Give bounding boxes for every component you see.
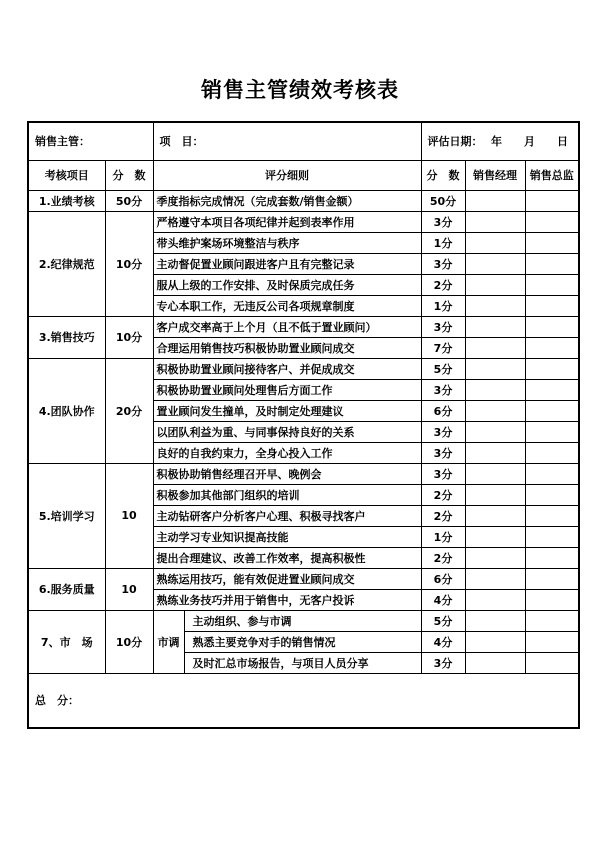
criteria-text: 主动学习专业知识提高技能: [153, 526, 421, 547]
director-score-cell[interactable]: [525, 526, 579, 547]
criteria-score: 2分: [421, 274, 465, 295]
section-score: 10分: [105, 316, 153, 358]
criteria-score: 3分: [421, 211, 465, 232]
section-name: 1.业绩考核: [28, 190, 105, 211]
criteria-score: 6分: [421, 568, 465, 589]
manager-score-cell[interactable]: [465, 484, 525, 505]
director-score-cell[interactable]: [525, 190, 579, 211]
director-score-cell[interactable]: [525, 232, 579, 253]
manager-score-cell[interactable]: [465, 274, 525, 295]
director-score-cell[interactable]: [525, 253, 579, 274]
director-score-cell[interactable]: [525, 652, 579, 673]
criteria-text: 主动钻研客户分析客户心理、积极寻找客户: [153, 505, 421, 526]
criteria-score: 2分: [421, 505, 465, 526]
table-row: [28, 610, 579, 631]
section-score: 10: [105, 568, 153, 610]
director-score-cell[interactable]: [525, 589, 579, 610]
column-header-criteria: 评分细则: [153, 160, 421, 190]
criteria-text: 主动组织、参与市调: [184, 610, 421, 631]
section-score: 10分: [105, 610, 153, 673]
director-score-cell[interactable]: [525, 358, 579, 379]
director-score-cell[interactable]: [525, 463, 579, 484]
section-score: 10: [105, 463, 153, 568]
director-score-cell[interactable]: [525, 274, 579, 295]
criteria-text: 熟练运用技巧，能有效促进置业顾问成交: [153, 568, 421, 589]
header-row: [28, 122, 579, 160]
manager-score-cell[interactable]: [465, 316, 525, 337]
section-name: 4.团队协作: [28, 358, 105, 463]
criteria-text: 积极协助置业顾问接待客户、并促成成交: [153, 358, 421, 379]
table-row: [28, 568, 579, 589]
director-score-cell[interactable]: [525, 295, 579, 316]
criteria-score: 1分: [421, 526, 465, 547]
criteria-text: 以团队利益为重、与同事保持良好的关系: [153, 421, 421, 442]
section-score: 10分: [105, 211, 153, 316]
manager-score-cell[interactable]: [465, 421, 525, 442]
month-label: 月: [524, 135, 536, 149]
day-label: 日: [557, 135, 569, 149]
manager-score-cell[interactable]: [465, 400, 525, 421]
criteria-text: 客户成交率高于上个月（且不低于置业顾问）: [153, 316, 421, 337]
criteria-text: 置业顾问发生撞单，及时制定处理建议: [153, 400, 421, 421]
criteria-score: 3分: [421, 253, 465, 274]
supervisor-field[interactable]: 销售主管：: [28, 122, 153, 160]
manager-score-cell[interactable]: [465, 253, 525, 274]
criteria-score: 1分: [421, 295, 465, 316]
manager-score-cell[interactable]: [465, 526, 525, 547]
section-score: 50分: [105, 190, 153, 211]
total-score-field[interactable]: 总 分：: [28, 673, 579, 728]
criteria-text: 及时汇总市场报告，与项目人员分享: [184, 652, 421, 673]
section-name: 7、市 场: [28, 610, 105, 673]
section-name: 6.服务质量: [28, 568, 105, 610]
criteria-text: 主动督促置业顾问跟进客户且有完整记录: [153, 253, 421, 274]
manager-score-cell[interactable]: [465, 631, 525, 652]
column-header-score: 分 数: [105, 160, 153, 190]
criteria-text: 积极协助置业顾问处理售后方面工作: [153, 379, 421, 400]
criteria-text: 良好的自我约束力，全身心投入工作: [153, 442, 421, 463]
director-score-cell[interactable]: [525, 547, 579, 568]
director-score-cell[interactable]: [525, 211, 579, 232]
manager-score-cell[interactable]: [465, 295, 525, 316]
criteria-score: 3分: [421, 652, 465, 673]
criteria-score: 3分: [421, 316, 465, 337]
criteria-score: 50分: [421, 190, 465, 211]
manager-score-cell[interactable]: [465, 337, 525, 358]
column-header-score2: 分 数: [421, 160, 465, 190]
table-row: [28, 316, 579, 337]
manager-score-cell[interactable]: [465, 442, 525, 463]
section-name: 3.销售技巧: [28, 316, 105, 358]
manager-score-cell[interactable]: [465, 652, 525, 673]
manager-score-cell[interactable]: [465, 589, 525, 610]
manager-score-cell[interactable]: [465, 211, 525, 232]
manager-score-cell[interactable]: [465, 190, 525, 211]
criteria-score: 2分: [421, 547, 465, 568]
manager-score-cell[interactable]: [465, 463, 525, 484]
page-title: 销售主管绩效考核表: [201, 78, 399, 102]
director-score-cell[interactable]: [525, 400, 579, 421]
manager-score-cell[interactable]: [465, 610, 525, 631]
criteria-score: 3分: [421, 421, 465, 442]
director-score-cell[interactable]: [525, 505, 579, 526]
date-label: 评估日期：: [427, 135, 483, 149]
director-score-cell[interactable]: [525, 421, 579, 442]
column-header-item: 考核项目: [28, 160, 105, 190]
criteria-text: 提出合理建议、改善工作效率，提高积极性: [153, 547, 421, 568]
manager-score-cell[interactable]: [465, 547, 525, 568]
director-score-cell[interactable]: [525, 442, 579, 463]
criteria-score: 3分: [421, 442, 465, 463]
criteria-text: 熟悉主要竞争对手的销售情况: [184, 631, 421, 652]
criteria-text: 服从上级的工作安排、及时保质完成任务: [153, 274, 421, 295]
manager-score-cell[interactable]: [465, 505, 525, 526]
section-name: 2.纪律规范: [28, 211, 105, 316]
director-score-cell[interactable]: [525, 631, 579, 652]
criteria-text: 严格遵守本项目各项纪律并起到表率作用: [153, 211, 421, 232]
criteria-score: 4分: [421, 631, 465, 652]
sub-category-label: 市调: [153, 610, 184, 673]
director-score-cell[interactable]: [525, 337, 579, 358]
criteria-text: 季度指标完成情况（完成套数/销售金额）: [153, 190, 421, 211]
criteria-score: 6分: [421, 400, 465, 421]
criteria-score: 5分: [421, 358, 465, 379]
manager-score-cell[interactable]: [465, 358, 525, 379]
director-score-cell[interactable]: [525, 379, 579, 400]
director-score-cell[interactable]: [525, 316, 579, 337]
evaluation-date-field[interactable]: [421, 122, 579, 160]
table-row: [28, 358, 579, 379]
criteria-score: 7分: [421, 337, 465, 358]
table-row: [28, 463, 579, 484]
year-label: 年: [491, 135, 503, 149]
table-row: [28, 190, 579, 211]
manager-score-cell[interactable]: [465, 379, 525, 400]
director-score-cell[interactable]: [525, 484, 579, 505]
column-header-row: [28, 160, 579, 190]
criteria-score: 2分: [421, 484, 465, 505]
director-score-cell[interactable]: [525, 568, 579, 589]
manager-score-cell[interactable]: [465, 232, 525, 253]
criteria-score: 4分: [421, 589, 465, 610]
criteria-text: 专心本职工作，无违反公司各项规章制度: [153, 295, 421, 316]
evaluation-table: [27, 121, 580, 729]
criteria-text: 积极参加其他部门组织的培训: [153, 484, 421, 505]
criteria-score: 1分: [421, 232, 465, 253]
section-name: 5.培训学习: [28, 463, 105, 568]
criteria-score: 3分: [421, 379, 465, 400]
project-field[interactable]: 项 目：: [153, 122, 421, 160]
section-score: 20分: [105, 358, 153, 463]
total-row: [28, 673, 579, 728]
column-header-manager: 销售经理: [465, 160, 525, 190]
table-row: [28, 211, 579, 232]
director-score-cell[interactable]: [525, 610, 579, 631]
manager-score-cell[interactable]: [465, 568, 525, 589]
criteria-text: 合理运用销售技巧积极协助置业顾问成交: [153, 337, 421, 358]
criteria-text: 积极协助销售经理召开早、晚例会: [153, 463, 421, 484]
criteria-score: 3分: [421, 463, 465, 484]
criteria-text: 熟练业务技巧并用于销售中，无客户投诉: [153, 589, 421, 610]
criteria-score: 5分: [421, 610, 465, 631]
column-header-director: 销售总监: [525, 160, 579, 190]
criteria-text: 带头维护案场环境整洁与秩序: [153, 232, 421, 253]
